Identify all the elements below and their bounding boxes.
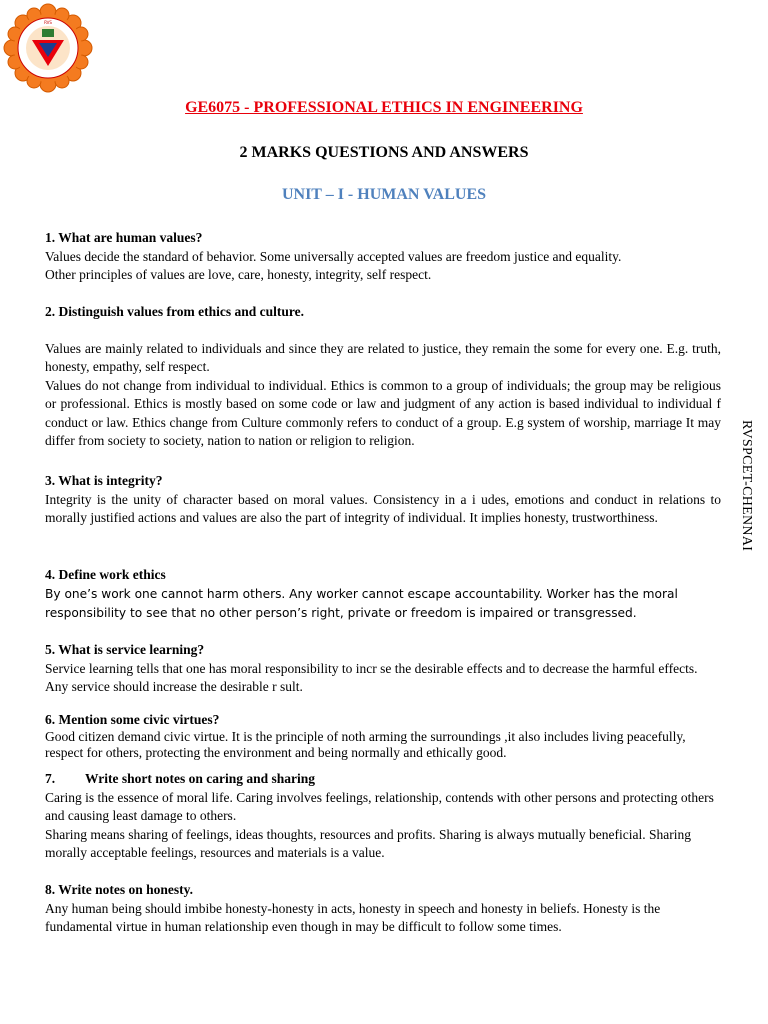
svg-text:RVS: RVS — [44, 20, 52, 25]
question-1 — [45, 229, 721, 285]
answer-paragraph: Caring is the essence of moral life. Caring involves feelings, relationship, contends with other persons and protecting others and causing least damage to others. — [45, 789, 714, 823]
side-watermark: RVSPCET-CHENNAI — [739, 420, 754, 552]
answer-paragraph: Values do not change from individual to individual. Ethics is common to a group of individuals; the group may be religious or professional. Ethics is mostly based on some code or law and judgment of any action is based individual to individual f conduct or law. Ethics change from Culture commonly refers to conduct of a group. E.g system of worship, marriage It may differ from society to society, nation to nation or religion to religion. — [45, 377, 721, 448]
college-logo — [2, 2, 94, 94]
question-number: 7. — [45, 771, 56, 786]
answer-paragraph: Any human being should imbibe honesty-honesty in acts, honesty in speech and honesty in beliefs. Honesty is the fundamental virtue in human relationship even though in may be difficult to follow some times. — [45, 900, 661, 934]
answer-paragraph: Other principles of values are love, care, honesty, integrity, self respect. — [45, 267, 432, 282]
answer-paragraph: Integrity is the unity of character based on moral values. Consistency in a i udes, emotions and conduct in relations to morally justified actions and values are also the part of integrity of individual. It implies honesty, trustworthiness. — [45, 491, 721, 525]
question-8 — [45, 881, 721, 937]
question-2 — [45, 303, 721, 451]
unit-heading: UNIT – I - HUMAN VALUES — [281, 186, 487, 203]
question-heading: 5. What is service learning? — [45, 642, 205, 657]
answer-paragraph: By one’s work one cannot harm others. Any worker cannot escape accountability. Worker has the moral responsibility to see that no other person’s right, private or freedom is impaired or transgressed. — [45, 586, 678, 620]
question-6 — [45, 712, 721, 762]
question-3 — [45, 472, 721, 528]
answer-paragraph: Values decide the standard of behavior. Some universally accepted values are freedom justice and equality. — [45, 248, 622, 264]
question-4 — [45, 566, 721, 623]
question-heading: 4. Define work ethics — [45, 567, 166, 582]
question-7 — [45, 770, 721, 863]
answer-paragraph: Values are mainly related to individuals and since they are related to justice, they remain the some for every one. E.g. truth, honesty, empathy, self respect. — [45, 340, 721, 374]
question-heading: 3. What is integrity? — [45, 473, 163, 488]
question-heading: 8. Write notes on honesty. — [45, 882, 194, 897]
answer-paragraph: Good citizen demand civic virtue. It is the principle of noth arming the surroundings ,it also includes living peacefully, respect for others, protecting the environment and being normally and ethically good. — [45, 728, 686, 760]
answer-paragraph: Sharing means sharing of feelings, ideas thoughts, resources and profits. Sharing is always mutually beneficial. Sharing morally acceptable feelings, resources and materials is a value. — [45, 826, 691, 860]
page-title: GE6075 - PROFESSIONAL ETHICS IN ENGINEERING — [185, 99, 583, 116]
question-text: Write short notes on caring and sharing — [85, 771, 316, 786]
page-subtitle: 2 MARKS QUESTIONS AND ANSWERS — [239, 144, 529, 161]
question-5 — [45, 641, 721, 697]
answer-paragraph: Service learning tells that one has moral responsibility to incr se the desirable effects and to decrease the harmful effects. Any service should increase the desirable r sult. — [45, 660, 698, 694]
question-heading: 6. Mention some civic virtues? — [45, 712, 220, 727]
question-heading: 2. Distinguish values from ethics and culture. — [45, 304, 305, 319]
question-heading — [45, 770, 721, 789]
question-heading: 1. What are human values? — [45, 230, 203, 245]
